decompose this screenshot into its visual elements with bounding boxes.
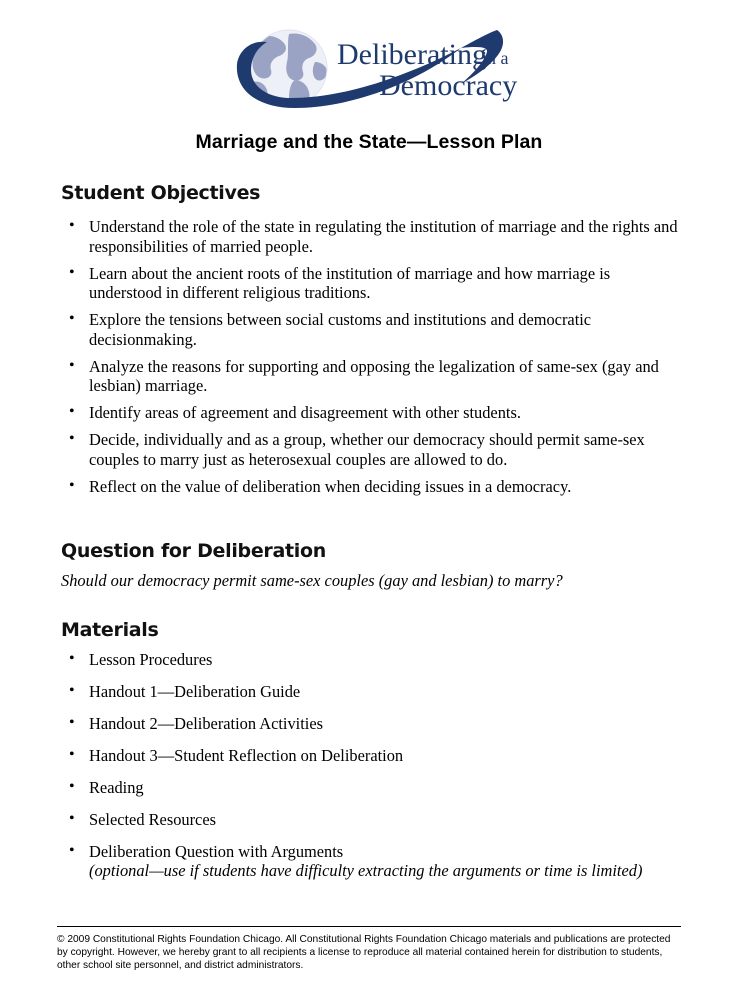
section-spacer — [61, 591, 681, 619]
list-item: • Handout 1—Deliberation Guide — [61, 682, 681, 702]
page-footer — [57, 926, 681, 973]
logo-line2: Democracy — [379, 69, 518, 102]
list-item: • Reflect on the value of deliberation when deciding issues in a democracy. — [61, 477, 681, 497]
document-body — [61, 182, 681, 893]
copyright-notice: © 2009 Constitutional Rights Foundation Chicago. All Constitutional Rights Foundation Chicago materials and publications are protected by copyright. However, we hereby grant to all recipients a license to reproduce all material contained herein for distribution to students, other school site personnel, and district administrators. — [57, 934, 671, 972]
list-item-note: (optional—use if students have difficulty extracting the arguments or time is limited) — [89, 861, 643, 880]
list-item: • Lesson Procedures — [61, 650, 681, 670]
list-item: • Selected Resources — [61, 810, 681, 830]
logo-line1-main: Deliberating — [337, 38, 487, 71]
section-spacer — [61, 504, 681, 540]
list-item: • Decide, individually and as a group, whether our democracy should permit same-sex couples to marry just as heterosexual couples are allowed to do. — [61, 430, 681, 469]
section-heading-student-objectives: Student Objectives — [61, 182, 261, 204]
list-item-label: Deliberation Question with Arguments — [89, 841, 344, 861]
logo-svg — [229, 28, 529, 110]
list-item: • Identify areas of agreement and disagreement with other students. — [61, 403, 681, 423]
list-item: • Reading — [61, 778, 681, 798]
section-heading-question-for-deliberation: Question for Deliberation — [61, 539, 327, 562]
student-objectives-list — [61, 217, 681, 496]
list-item: • Handout 3—Student Reflection on Deliberation — [61, 746, 681, 766]
list-item: • Explore the tensions between social customs and institutions and democratic decisionmaking. — [61, 310, 681, 349]
list-item-with-note — [61, 842, 681, 881]
list-item: • Analyze the reasons for supporting and opposing the legalization of same-sex (gay and lesbian) marriage. — [61, 357, 681, 396]
page-title: Marriage and the State—Lesson Plan — [195, 131, 543, 153]
list-item: • Handout 2—Deliberation Activities — [61, 714, 681, 734]
section-heading-materials: Materials — [61, 618, 159, 641]
materials-list — [61, 650, 681, 881]
organization-logo — [229, 28, 529, 110]
list-item: • Understand the role of the state in regulating the institution of marriage and the rights and responsibilities of married people. — [61, 217, 681, 256]
deliberation-question-text: Should our democracy permit same-sex couples (gay and lesbian) to marry? — [61, 570, 563, 590]
list-item: • Learn about the ancient roots of the institution of marriage and how marriage is understood in different religious traditions. — [61, 264, 681, 303]
logo-line1-small: in a — [482, 48, 509, 68]
footer-divider — [57, 926, 681, 927]
